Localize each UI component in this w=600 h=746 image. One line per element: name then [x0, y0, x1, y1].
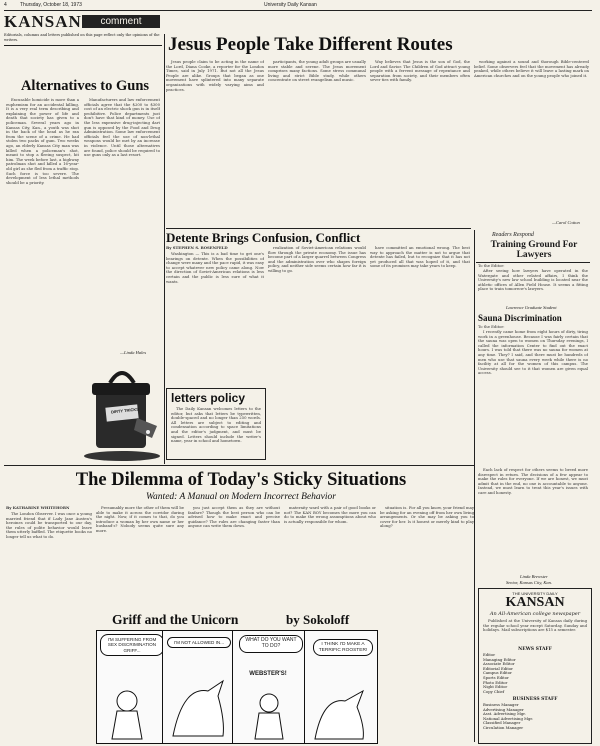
speech-bubble: I'M SUFFERING FROM SEX DISCRIMINATION GRIFF...: [100, 634, 164, 656]
unicorn-figure: [163, 631, 233, 743]
comic-panel-2: [162, 630, 234, 744]
training-text: After seeing how lawyers have operated in the Watergate and other related affairs, I think the University's new law school building is located near the athletic offices of Allen Field House. It seems a fitting place to train tomorrow's lawyers.: [478, 269, 588, 292]
shout-text: WEBSTER'S!: [249, 671, 287, 677]
detente-col2: realization of Soviet-American relations would flow through the private economy. The issue has become part of a larger quarrel between Congress and the administration over who shapes foreign policy, and neither side seems certain how far it is willing to go.: [268, 246, 366, 273]
comic-title: Griff and the Unicorn: [112, 612, 239, 627]
right-rail-signature: Linda Brewster: [520, 574, 548, 579]
rule: [476, 262, 590, 263]
staff-tagline: An All-American college newspaper: [489, 611, 581, 617]
comic-byline: by Sokoloff: [286, 612, 350, 627]
news-staff-label: NEWS STAFF: [518, 647, 552, 652]
training-headline: Training Ground For Lawyers: [490, 240, 578, 260]
staff-role: Circulation Manager: [483, 724, 524, 730]
staff-role: Campus Editor: [483, 670, 512, 676]
staff-role: Business Manager: [483, 702, 519, 707]
detente-col3: have committed an emotional wrong. The best way to approach the matter is not to argue that detente has failed, but to recognize that it has not yet produced all that was hoped of it, and that some of its promises may take years to keep.: [370, 246, 470, 269]
column-rule: [474, 230, 475, 742]
dilemma-col1: The London Observer. I was once a young married friend that if Lady Jane Austen's heroines could be transported to our day, the rules of polite behavior would leave them utterly baffled. The etiquette books no longer tell us what to do.: [6, 512, 92, 539]
staff-role: Copy Chief: [483, 688, 505, 694]
training-salutation: To the Editor:: [478, 264, 505, 268]
sauna-headline: Sauna Discrimination: [478, 313, 562, 323]
cartoon-sign: DIRTY TRICKS: [110, 406, 140, 415]
dilemma-headline: The Dilemma of Today's Sticky Situations: [75, 470, 407, 490]
staff-role: Associate Editor: [483, 661, 515, 667]
news-staff-list: [483, 653, 587, 694]
column-rule: [164, 34, 165, 464]
staff-role: Classified Manager: [483, 720, 521, 726]
alt-guns-col2: Manufacturers and law enforcement officials agree that the $200 to $300 cost of an electric shock gun is in itself prohibitive. Police departments just don't have that kind of money. Use of the less expensive drug-injecting dart gun is opposed by the Food and Drug Administration. Some law enforcement officials feel the use of non-lethal weapons would be met by an increase in violence. Until those alternatives are found, police should be required to use guns only as a last resort.: [84, 98, 160, 158]
running-header: [4, 1, 592, 11]
dilemma-col5: situation is. For all you know, your friend may be asking for an evening off from her own living arrangements. Or she may be asking you to cover for her. Is it honest or merely kind to play along?: [380, 506, 474, 529]
staff-role: Sports Editor: [483, 674, 509, 680]
training-signature: Lawrence Graduate Student: [506, 305, 557, 310]
sauna-text: I recently came home from eight hours of dirty, tiring work in a greenhouse. Because I was fairly certain that the sauna was open to women on Thursday evenings, I called the information Center to find out the exact hours. I was told that there was no sauna for women at any time. They? I said, and there must be hundreds of men who use that sauna every week while there is no facility at all for the women of this campus. The University should see to it that women are given equal access.: [478, 330, 588, 376]
staff-role: Managing Editor: [483, 656, 516, 662]
staff-role: Asst. Advertising Mgr.: [483, 711, 526, 717]
business-staff-label: BUSINESS STAFF: [512, 697, 558, 702]
staff-role: Editorial Editor: [483, 665, 513, 671]
jesus-col2: participants, the young adult groups are usually more stable and serene. The Jesus movement comprises many factions. Some stress communal living and strict Bible study, while others concentrate on street evangelism and music.: [268, 60, 366, 83]
readers-respond-kicker: Readers Respond: [492, 232, 534, 238]
staff-school: THE UNIVERSITY DAILY: [512, 591, 558, 596]
dilemma-col2: Presumably more the other of them will be able to make it across the corridor during the night. Now, if it comes to that, do you introduce a woman by her own name or her husband's? Nobody seems quite sure any more.: [96, 506, 184, 533]
letters-policy-title: letters policy: [171, 391, 246, 405]
speech-bubble: I'M NOT ALLOWED IN...: [167, 637, 231, 648]
comic-panel-4: [304, 630, 378, 744]
staff-role: Advertising Manager: [483, 706, 524, 712]
letters-policy-text: The Daily Kansan welcomes letters to the editor, but asks that letters be typewritten, double-spaced and no longer than 250 words. All letters are subject to editing and condensation according to space limitations and the editor's judgment, and must be signed. Letters should include the writer's name, year in school and hometown.: [171, 407, 261, 444]
alt-guns-signature: —Linda Hales: [120, 350, 147, 355]
jesus-col4: working against a sound and thorough Bible-centered belief. Some observers feel that the movement has already peaked, while others believe it will leave a lasting mark on American churches and on the young people who joined it.: [474, 60, 589, 78]
masthead-disclaimer: Editorials, columns and letters published on this page reflect only the opinions of the writers.: [4, 33, 160, 42]
griff-figure: [97, 631, 163, 743]
griff-figure: [233, 631, 305, 743]
rule: [4, 45, 162, 46]
comic-panel-3: [232, 630, 306, 744]
alt-guns-col1: Excusable homicide is more than a euphemism for an accidental killing. It is a very real term describing and explaining the power of life and death that society has given to a policeman. Several years ago in Kansas City, Kan., a youth was shot in the back of the head as he ran from the scene of a crime. He had stolen two packs of gum. Two weeks ago, an elderly Kansas City man was killed when a policeman's shot, meant to stop a fleeing suspect, hit him. The week before last, a highway patrolman shot and killed a 16-year-old girl as she fled from a traffic stop. Such force is too severe. The development of less lethal methods should be a priority.: [6, 98, 79, 185]
dilemma-subhead: Wanted: A Manual on Modern Incorrect Behavior: [146, 492, 336, 502]
sauna-salutation: To the Editor:: [478, 325, 505, 329]
issue-date: Thursday, October 18, 1973: [20, 2, 82, 8]
dirty-tricks-cartoon: [82, 358, 162, 463]
paper-name: University Daily Kansan: [264, 2, 317, 8]
staff-address: Published at the University of Kansas daily during the regular school year except Saturday, Sunday and holidays. Mail subscriptions are $15 a semester.: [483, 619, 587, 633]
jesus-col1: Jesus people claim to be acting in the name of the Lord, Diana Cooke, a reporter for the London Times, said in July 1971. But not all the Jesus People are alike. Groups that began as one movement have splintered into many separate organizations with widely varying aims and practices.: [166, 60, 264, 92]
business-staff-list: [483, 703, 587, 731]
letters-policy-box: [166, 388, 266, 460]
staff-role: Editor: [483, 652, 496, 657]
jesus-headline: Jesus People Take Different Routes: [168, 34, 453, 55]
staff-role: Night Editor: [483, 684, 508, 690]
comic-panel-1: [96, 630, 164, 744]
detente-headline: Detente Brings Confusion, Conflict: [166, 230, 361, 245]
speech-bubble: WHAT DO YOU WANT TO DO?: [239, 635, 303, 653]
masthead-section: comment: [82, 15, 160, 28]
staff-box: [478, 588, 592, 744]
detente-byline: By STEPHEN S. ROSENFELD: [166, 246, 228, 250]
rule: [4, 465, 474, 466]
speech-bubble: I THINK I'D MAKE A TERRIFIC ROOSTER!: [313, 639, 373, 656]
dilemma-col3: you just accept them as they are without fanfare? Though the best person who can be advised how to make exact and precise guidance? The rules are changing faster than anyone can write them down.: [188, 506, 280, 529]
jesus-signature: —Carol Cotton: [552, 220, 580, 225]
right-rail-letter: Each lack of respect for others seems to breed more disrespect in return. The decisions of a few appear to make the rules for everyone. If we are honest, we must admit that in the end, no one is accountable to anyone. Instead, we must learn to treat this year's issues with care and honesty.: [478, 468, 588, 495]
staff-role: Photo Editor: [483, 679, 508, 685]
detente-col1: Washington — This is a bad time to get one's bearings on detente. When the possibilities of change were many and the pace rapid, it was easy to accept whatever new policy came along. Now the direction of Soviet-American relations is less certain and the public is less sure of what it wants.: [166, 252, 264, 284]
dilemma-byline: By KATHARINE WHITEHORN: [6, 506, 70, 510]
jesus-col3: Way believes that Jesus is the son of God, the Lord and Savior. The Children of God attract young people with a fervent message of repentance and separation from society, and their members often sever ties with family.: [370, 60, 470, 83]
unicorn-figure: [305, 631, 377, 743]
alt-guns-headline: Alternatives to Guns: [20, 78, 150, 94]
dilemma-col4: maternity ward with a pair of good books or not? The KAN BOY becomes the more you can do to make the wrong assumptions about who is actually responsible for whom.: [284, 506, 376, 524]
right-rail-location: Senior, Kansas City, Kan.: [506, 580, 553, 585]
masthead: [4, 12, 162, 32]
staff-role: National Advertising Mgr.: [483, 715, 534, 721]
staff-name: KANSAN: [505, 595, 565, 610]
rule: [166, 228, 471, 229]
page-number: 4: [4, 2, 7, 8]
masthead-name: KANSAN: [4, 12, 82, 31]
